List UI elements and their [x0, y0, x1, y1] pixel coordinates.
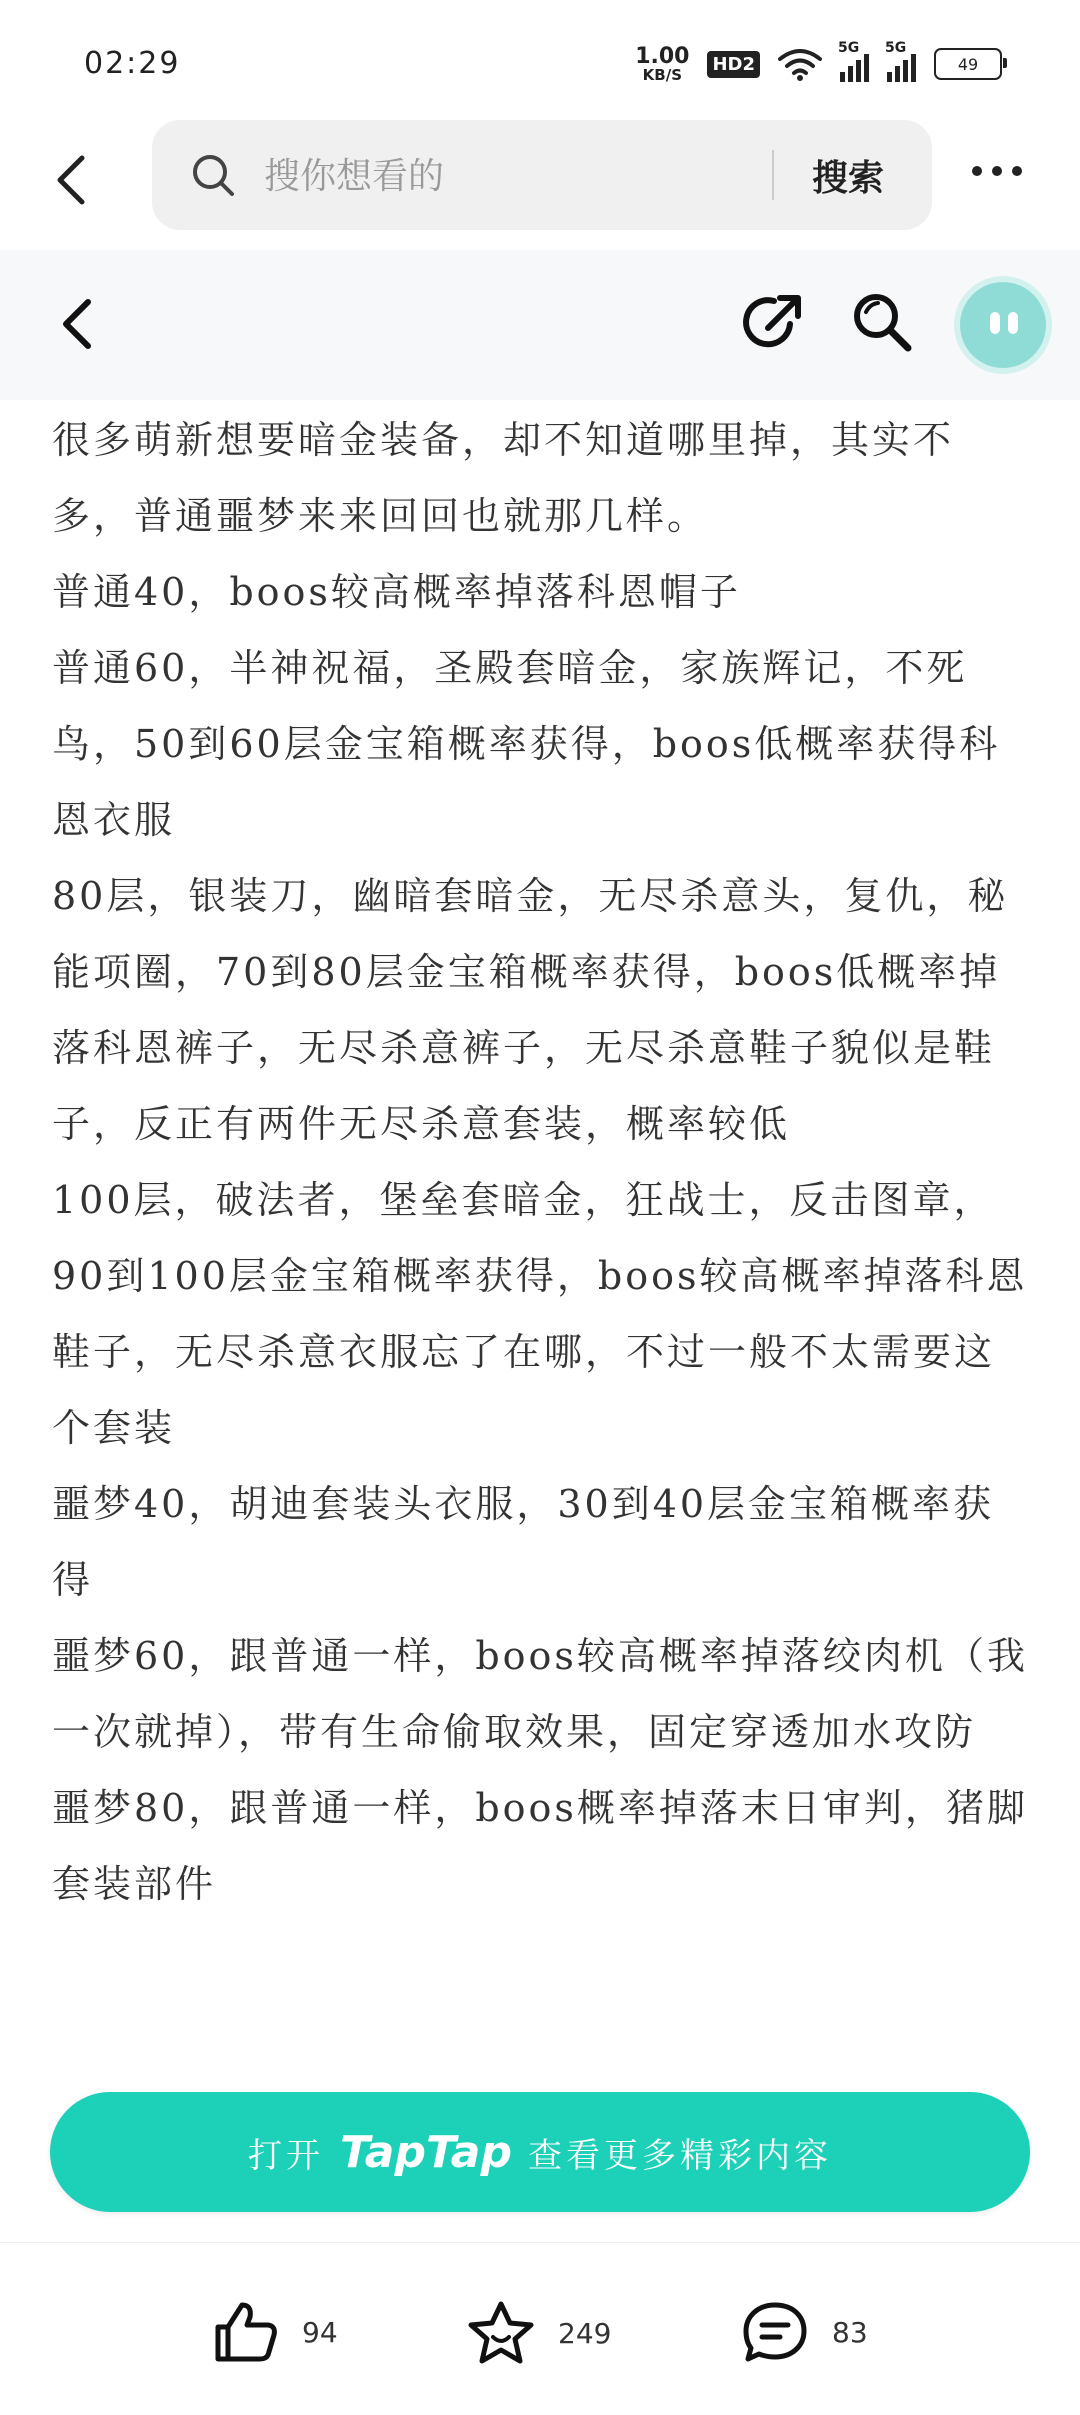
like-button[interactable] — [212, 2299, 338, 2365]
article-paragraph: 噩梦80，跟普通一样，boos概率掉落末日审判，猪脚套装部件 — [52, 1786, 1028, 1906]
comment-icon — [740, 2299, 810, 2365]
search-divider — [772, 150, 774, 200]
search-icon — [190, 152, 238, 200]
like-count: 94 — [302, 2315, 338, 2349]
taptap-logo: TapTap — [340, 2126, 512, 2178]
open-app-button[interactable] — [50, 2092, 1030, 2212]
search-box — [152, 120, 932, 230]
favorite-button[interactable] — [466, 2299, 611, 2367]
comment-count: 83 — [832, 2315, 868, 2349]
avatar[interactable] — [960, 282, 1046, 368]
search-button[interactable]: 搜索 — [812, 158, 885, 199]
article-paragraph: 噩梦40，胡迪套装头衣服，30到40层金宝箱概率获得 — [52, 1482, 995, 1602]
search-icon[interactable] — [848, 288, 918, 358]
open-app-suffix: 查看更多精彩内容 — [527, 2135, 832, 2176]
article-paragraph: 80层，银装刀，幽暗套暗金，无尽杀意头，复仇，秘能项圈，70到80层金宝箱概率获得，boos低概率掉落科恩裤子，无尽杀意裤子，无尽杀意鞋子貌似是鞋子，反正有两件无尽杀意套装，概率较低 — [52, 874, 1009, 1146]
open-app-prefix: 打开 — [248, 2135, 325, 2176]
network-speed-value: 1.00 — [635, 43, 690, 69]
favorite-count: 249 — [558, 2316, 612, 2350]
app-header — [0, 250, 1080, 400]
article-paragraph: 100层，破法者，堡垒套暗金，狂战士，反击图章，90到100层金宝箱概率获得，boos较高概率掉落科恩鞋子，无尽杀意衣服忘了在哪，不过一般不太需要这个套装 — [52, 1178, 1028, 1450]
article-paragraph: 普通60，半神祝福，圣殿套暗金，家族辉记，不死鸟，50到60层金宝箱概率获得，boos低概率获得科恩衣服 — [52, 646, 1001, 842]
article-paragraph: 噩梦60，跟普通一样，boos较高概率掉落绞肉机（我一次就掉），带有生命偷取效果，固定穿透加水攻防 — [52, 1634, 1028, 1754]
signal-icon-sim1: 5G — [840, 46, 869, 82]
status-time: 02:29 — [84, 46, 181, 81]
thumbs-up-icon — [212, 2299, 280, 2365]
status-icons — [635, 40, 1002, 84]
network-speed — [635, 43, 690, 84]
battery-level: 49 — [957, 54, 979, 74]
signal-icon-sim2: 5G — [887, 46, 916, 82]
article-paragraph: 普通40，boos较高概率掉落科恩帽子 — [52, 570, 741, 614]
comment-button[interactable] — [740, 2299, 868, 2365]
star-icon — [466, 2299, 536, 2367]
hd-badge: HD2 — [707, 51, 760, 78]
article-paragraph: 很多萌新想要暗金装备，却不知道哪里掉，其实不多，普通噩梦来来回回也就那几样。 — [52, 418, 955, 538]
search-input[interactable] — [262, 150, 866, 202]
battery-icon — [934, 48, 1002, 80]
network-speed-unit: KB/S — [642, 65, 682, 84]
article-body — [52, 402, 1028, 2222]
browser-toolbar — [0, 110, 1080, 250]
bottom-action-bar — [0, 2242, 1080, 2415]
share-icon[interactable] — [738, 288, 808, 358]
back-icon[interactable] — [48, 292, 112, 356]
more-options-icon[interactable] — [972, 166, 1022, 176]
browser-back-icon[interactable] — [44, 150, 104, 210]
status-bar — [0, 0, 1080, 110]
wifi-icon — [778, 47, 822, 81]
